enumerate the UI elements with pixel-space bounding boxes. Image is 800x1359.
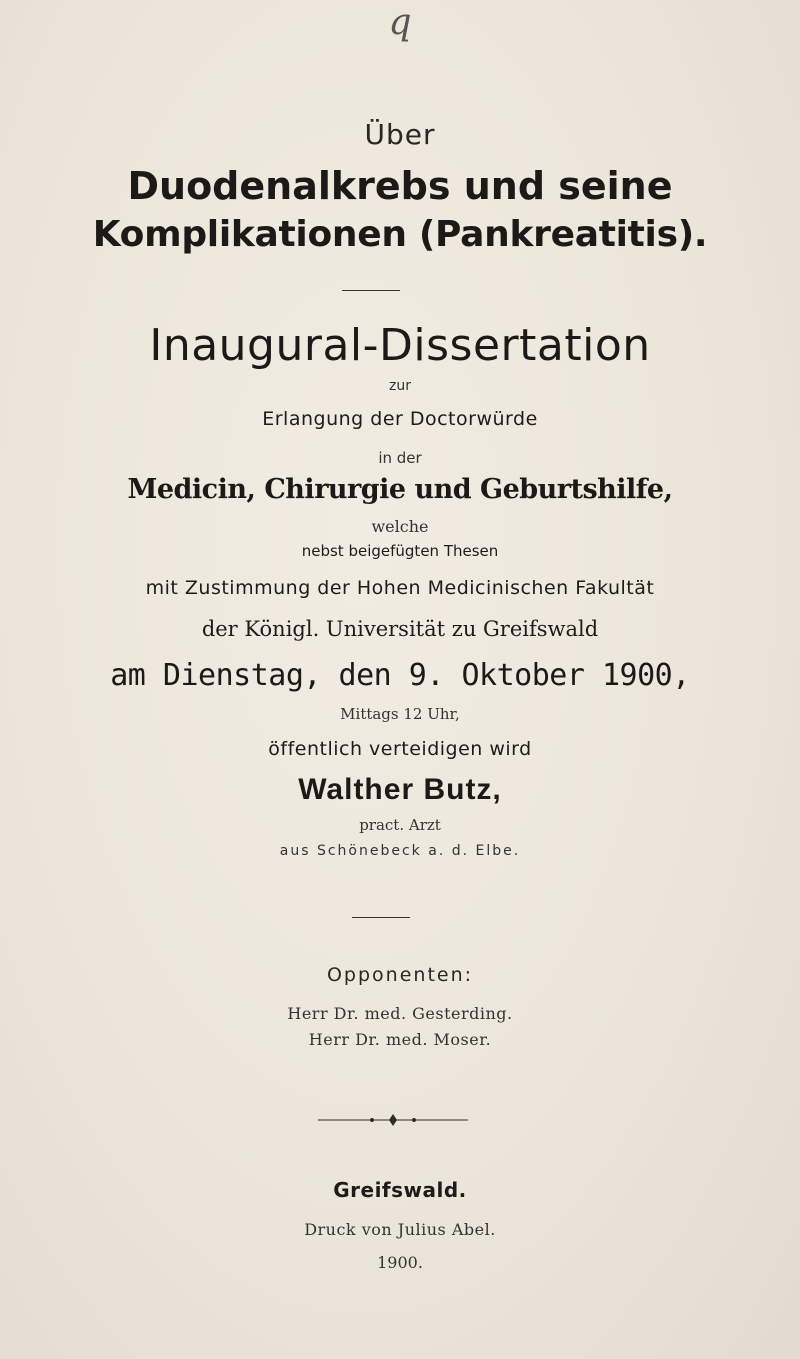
title-line-1: Duodenalkrebs und seine [127,164,673,208]
handwritten-mark: q [388,2,412,43]
author-name: Walther Butz, [298,773,502,806]
opponents-label: Opponenten: [326,964,474,986]
title-line-2: Komplikationen (Pankreatitis). [92,214,708,255]
author-origin: aus Schönebeck a. d. Elbe. [279,843,521,859]
nebst-text: nebst beigefügten Thesen [301,542,499,560]
imprint-printer: Druck von Julius Abel. [304,1220,496,1239]
author-title: pract. Arzt [359,816,441,834]
divider-rule-2 [352,917,410,918]
opponent-2: Herr Dr. med. Moser. [308,1030,492,1049]
title-prefix: Über [364,118,436,151]
ornament-divider-icon [318,1110,468,1130]
date-text: am Dienstag, den 9. Oktober 1900, [110,658,690,693]
welche-text: welche [371,517,429,536]
faculty-text: Medicin, Chirurgie und Geburtshilfe, [127,474,673,505]
in-der-text: in der [378,449,422,467]
universitaet-text: der Königl. Universität zu Greifswald [201,617,599,641]
dissertation-heading: Inaugural-Dissertation [149,320,651,371]
zustimmung-text: mit Zustimmung der Hohen Medicinischen Fakultät [145,577,655,599]
verteidigen-text: öffentlich verteidigen wird [268,738,532,760]
imprint-place: Greifswald. [333,1178,467,1202]
opponent-1: Herr Dr. med. Gesterding. [287,1004,513,1023]
zur-text: zur [389,378,411,394]
erlangung-text: Erlangung der Doctorwürde [262,408,538,430]
divider-rule-1 [342,290,400,291]
time-text: Mittags 12 Uhr, [340,705,460,723]
imprint-year: 1900. [377,1253,423,1272]
